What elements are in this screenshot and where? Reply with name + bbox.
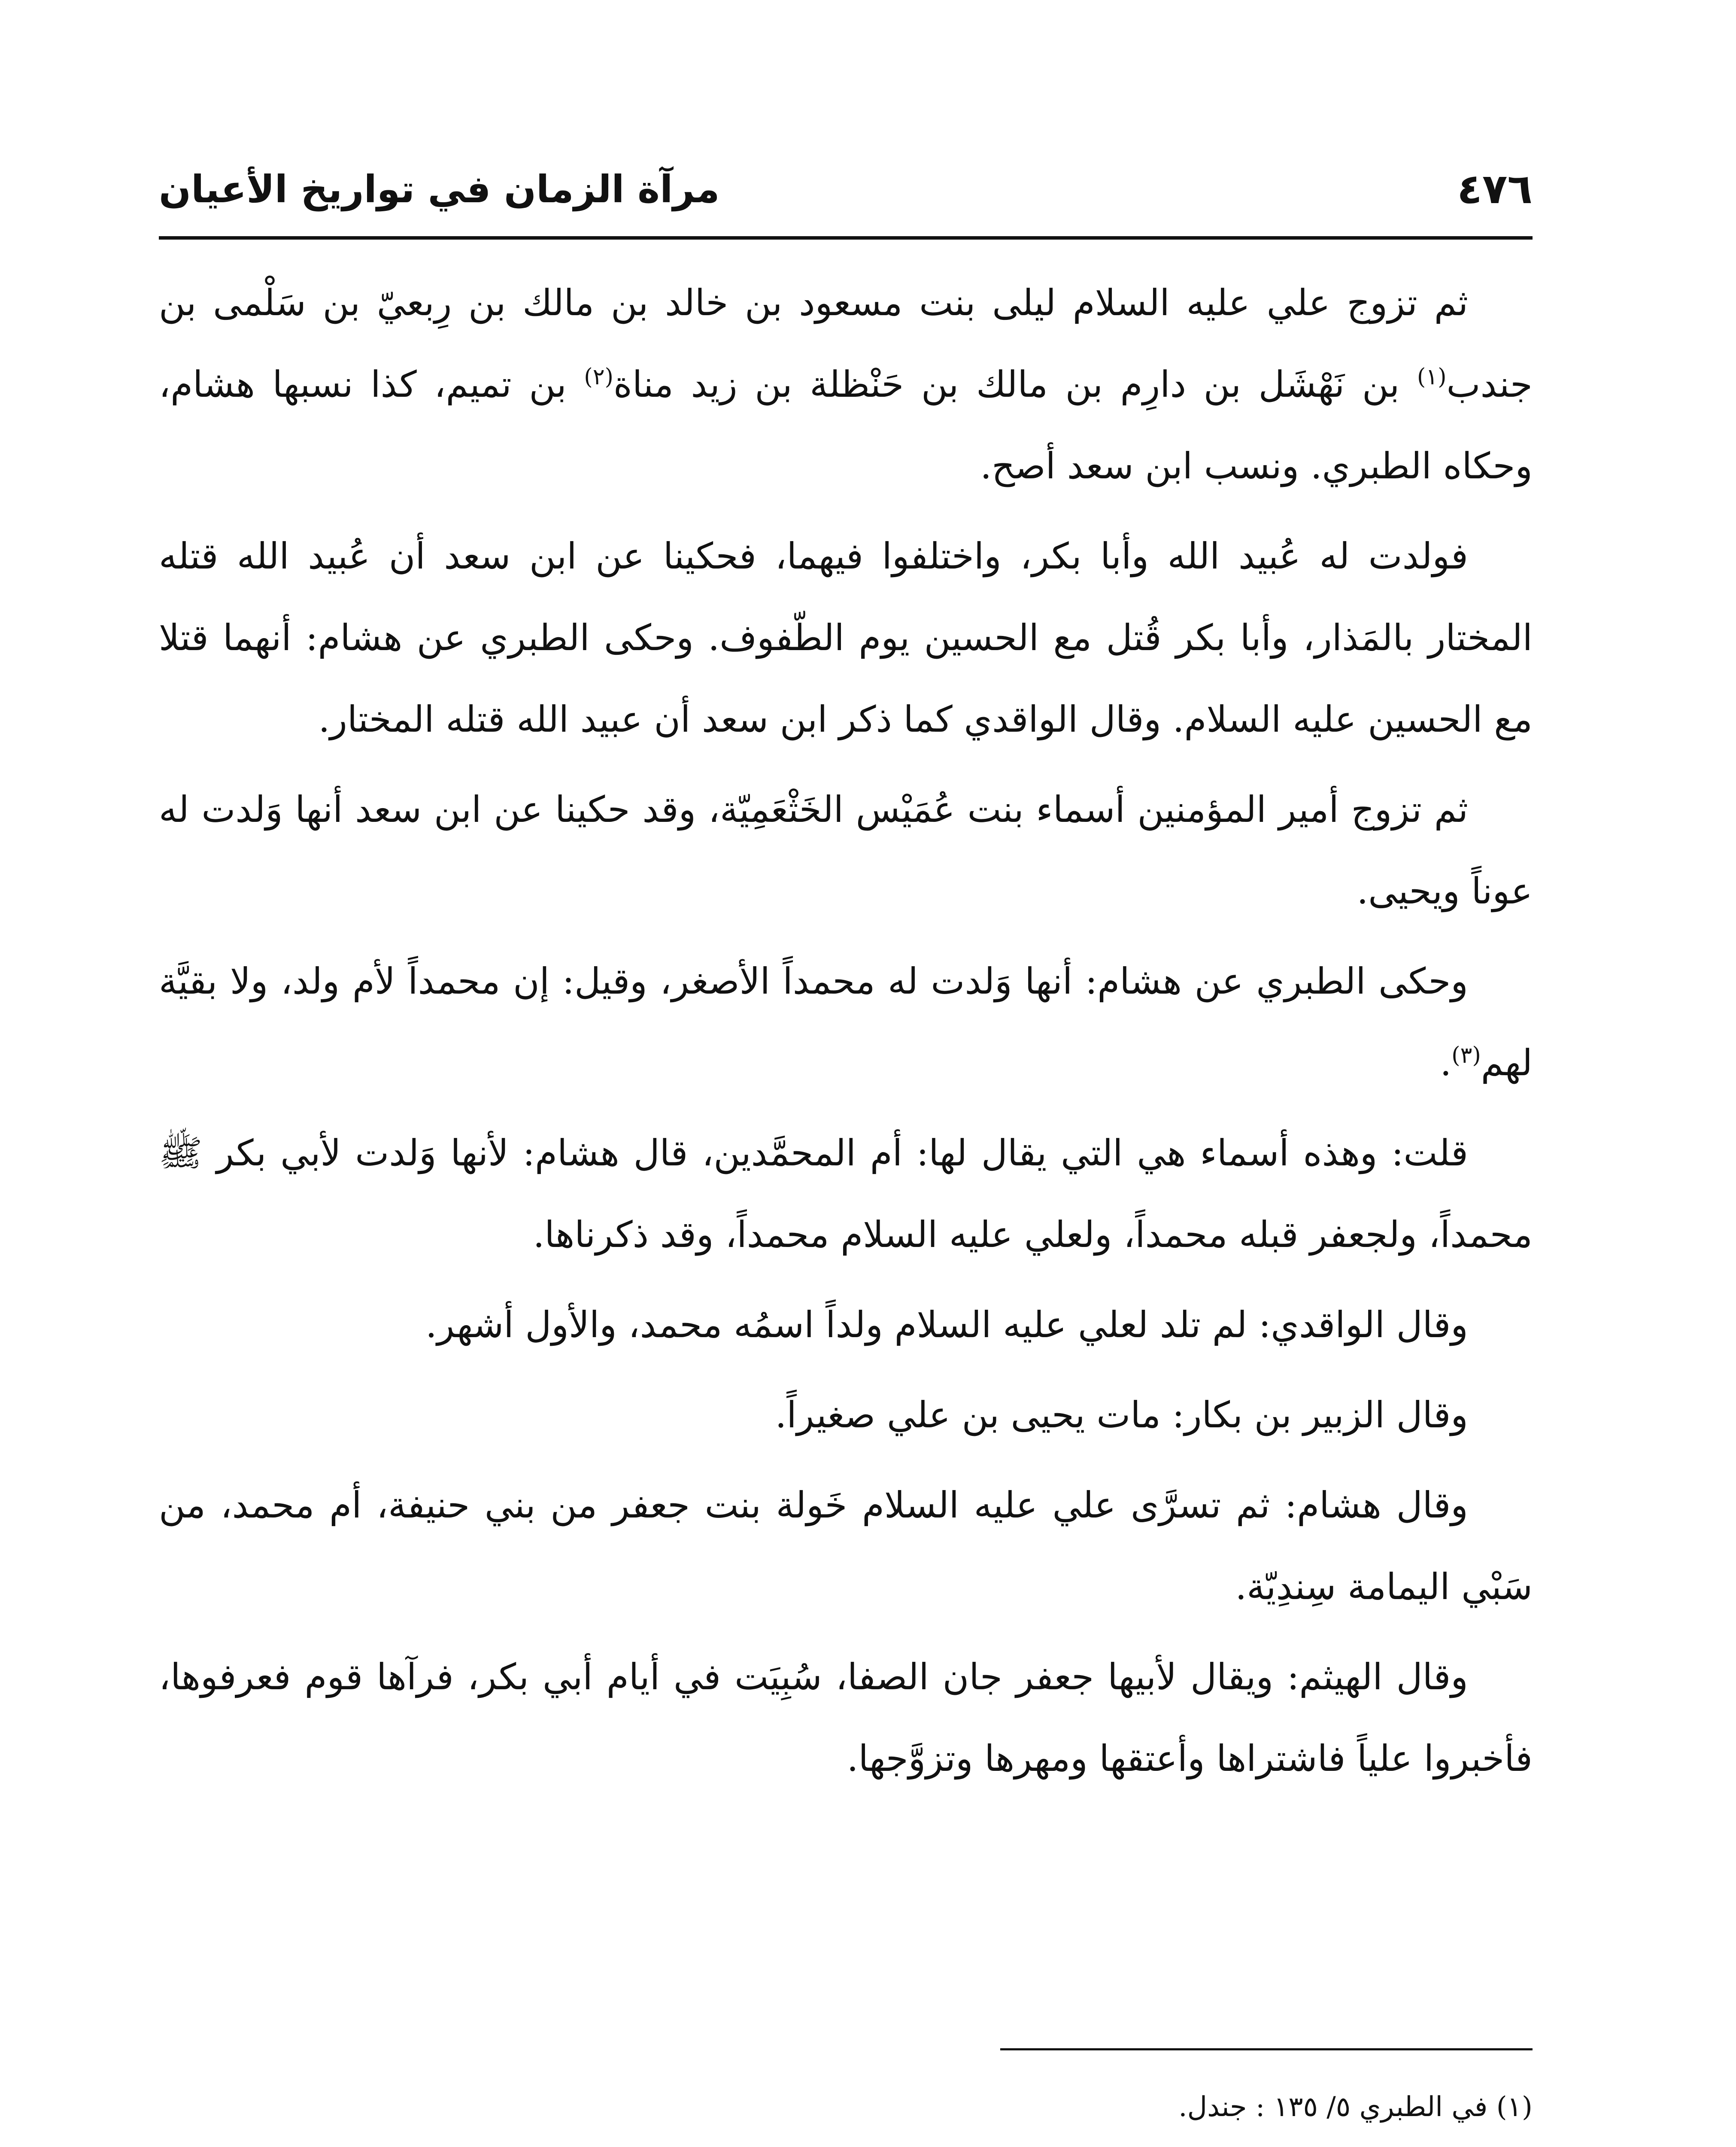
paragraph-2: فولدت له عُبيد الله وأبا بكر، واختلفوا فيهما، فحكينا عن ابن سعد أن عُبيد الله قتله المختار بالمَذار، وأبا بكر قُتل مع الحسين يوم الطّفوف. وحكى الطبري عن هشام: أنهما قتلا مع الحسين عليه السلام. وقال الواقدي كما ذكر ابن سعد أن عبيد الله قتله المختار. <box>159 535 1533 740</box>
paragraph-1 <box>159 262 1533 507</box>
paragraph-9: وقال الهيثم: ويقال لأبيها جعفر جان الصفا، سُبِيَت في أيام أبي بكر، فرآها قوم فعرفوها، فأخبروا علياً فاشتراها وأعتقها ومهرها وتزوَّجها. <box>159 1656 1533 1779</box>
running-title: مرآة الزمان في تواريخ الأعيان <box>159 167 720 211</box>
paragraph-4 <box>159 940 1533 1104</box>
paragraph-8: وقال هشام: ثم تسرَّى علي عليه السلام خَولة بنت جعفر من بني حنيفة، أم محمد، من سَبْي اليمامة سِندِيّة. <box>159 1484 1533 1608</box>
paragraph-4-part-2: . <box>1440 1042 1452 1084</box>
paragraph-3: ثم تزوج أمير المؤمنين أسماء بنت عُمَيْس الخَثْعَمِيّة، وقد حكينا عن ابن سعد أنها وَلدت له عوناً ويحيى. <box>159 788 1533 912</box>
footnotes <box>159 2078 1533 2147</box>
paragraph-1-part-3: بن تميم، كذا نسبها هشام، وحكاه الطبري. ونسب ابن سعد أصح. <box>159 363 1533 487</box>
page-header <box>159 146 1533 232</box>
paragraph-7: وقال الزبير بن بكار: مات يحيى بن علي صغيراً. <box>775 1394 1468 1436</box>
paragraph-6: وقال الواقدي: لم تلد لعلي عليه السلام ولداً اسمُه محمد، والأول أشهر. <box>425 1304 1468 1346</box>
paragraph-4-part-1: وحكى الطبري عن هشام: أنها وَلدت له محمداً الأصغر، وقيل: إن محمداً لأم ولد، ولا بقيَّة لهم <box>159 960 1533 1084</box>
footnote-ref-2: (٢) <box>584 364 613 390</box>
footnote-2 <box>159 2136 1533 2147</box>
page-number: ٤٧٦ <box>1457 165 1533 213</box>
paragraph-5: قلت: وهذه أسماء هي التي يقال لها: أم المحمَّدين، قال هشام: لأنها وَلدت لأبي بكر ﷺ محمداً، ولجعفر قبله محمداً، ولعلي عليه السلام محمداً، وقد ذكرناها. <box>159 1132 1533 1256</box>
footnote-1: (١) في الطبري ٥/ ١٣٥ : جندل. <box>1178 2091 1533 2123</box>
header-rule <box>159 236 1533 240</box>
main-text <box>159 262 1533 1808</box>
footnote-ref-1: (١) <box>1417 364 1447 390</box>
paragraph-1-part-2: بن نَهْشَل بن دارِم بن مالك بن حَنْظلة بن زيد مناة <box>613 363 1417 405</box>
paragraph-1-part-1: ثم تزوج علي عليه السلام ليلى بنت مسعود بن خالد بن مالك بن رِبعيّ بن سَلْمى بن جندب <box>159 282 1533 405</box>
footnote-rule <box>1000 2048 1533 2050</box>
footnote-ref-3: (٣) <box>1451 1043 1481 1068</box>
book-page <box>159 120 1533 2147</box>
